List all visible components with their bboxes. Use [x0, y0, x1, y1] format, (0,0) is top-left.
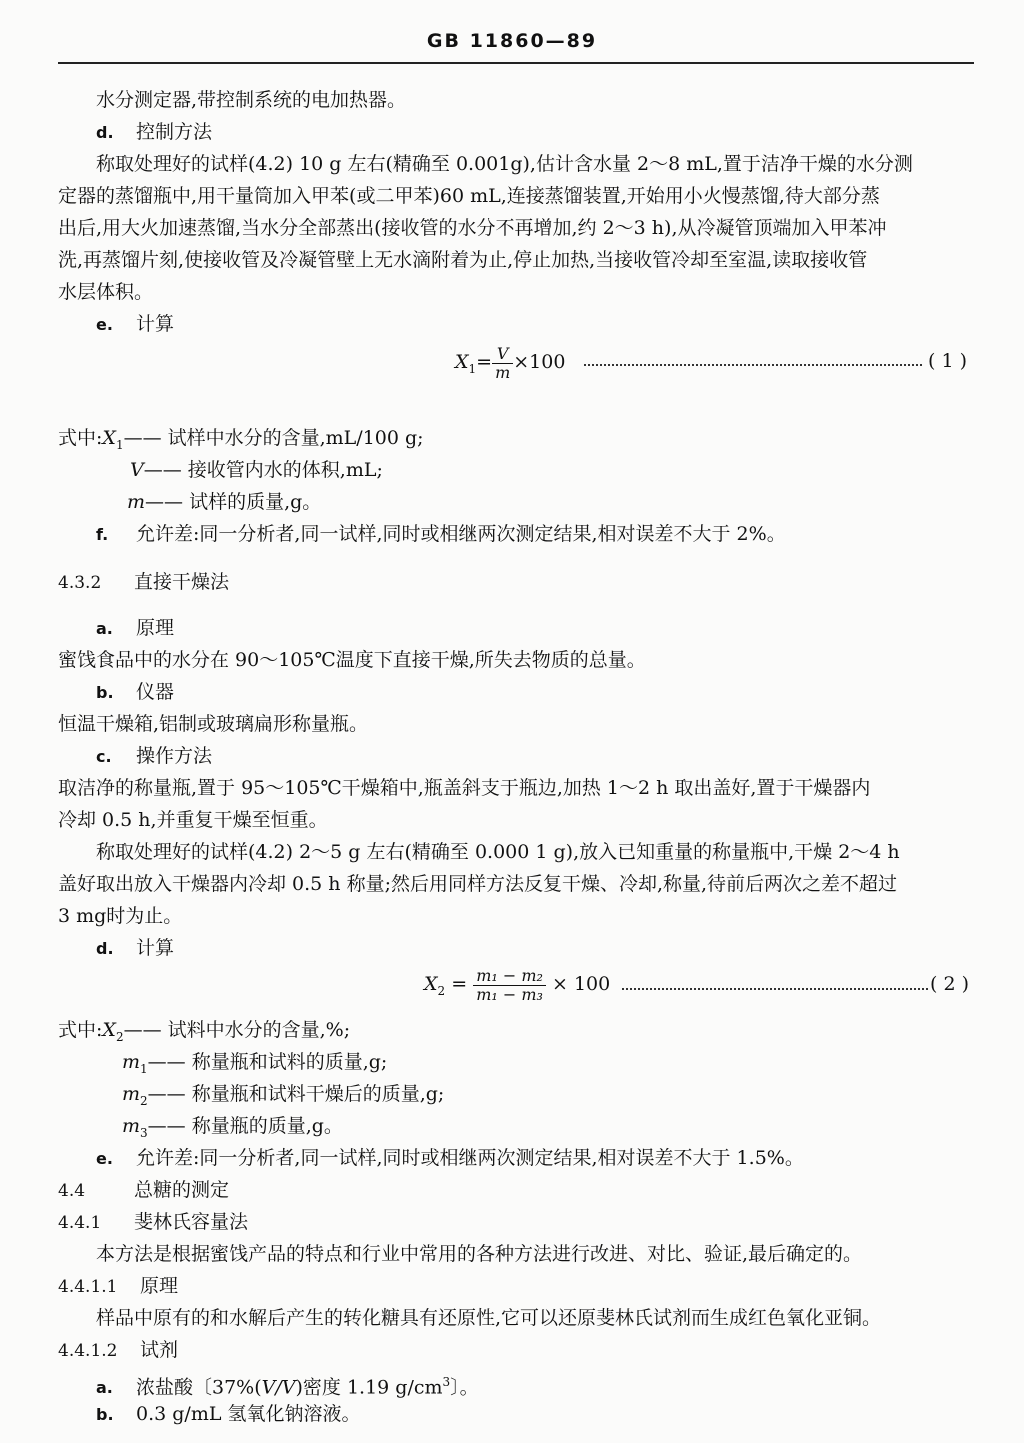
- item-d-calc-heading: [96, 932, 174, 965]
- section-title: 试剂: [140, 1339, 179, 1361]
- variable-symbol: m: [127, 491, 146, 513]
- reagent-b: [96, 1398, 361, 1431]
- item-e-heading: [96, 308, 174, 341]
- eq-symbol: X: [455, 351, 469, 373]
- variable-symbol: X: [102, 1019, 116, 1041]
- paragraph-line: 蜜饯食品中的水分在 90～105℃温度下直接干燥,所失去物质的总量。: [58, 649, 646, 671]
- item-f: [96, 518, 786, 551]
- variable-definition: —— 称量瓶的质量,g。: [147, 1115, 343, 1137]
- paragraph-line: 盖好取出放入干燥器内冷却 0.5 h 称量;然后用同样方法反复干燥、冷却,称量,待前后两次之差不超过: [58, 873, 898, 895]
- eq-numerator: m₁ − m₂: [473, 967, 546, 986]
- eq-tail: × 100: [551, 973, 611, 995]
- eq-denominator: m₁ − m₃: [476, 984, 543, 1004]
- item-title: 控制方法: [136, 121, 213, 143]
- variable-symbol: V: [130, 459, 144, 481]
- item-label: b.: [96, 1405, 114, 1424]
- where-prefix: 式中:: [58, 1019, 103, 1041]
- item-label: d.: [96, 123, 114, 142]
- reagent-superscript: 3: [442, 1375, 451, 1389]
- equation-2: [424, 962, 610, 1006]
- variable-symbol: m: [122, 1051, 141, 1073]
- section-number: 4.4.1.1: [58, 1277, 118, 1297]
- variable-definition: —— 称量瓶和试料干燥后的质量,g;: [147, 1083, 445, 1105]
- item-text: 允许差:同一分析者,同一试样,同时或相继两次测定结果,相对误差不大于 2%。: [136, 523, 786, 545]
- paragraph-line: 定器的蒸馏瓶中,用干量筒加入甲苯(或二甲苯)60 mL,连接蒸馏装置,开始用小火慢蒸馏,待大部分蒸: [58, 185, 880, 207]
- variable-symbol: X: [102, 427, 116, 449]
- leader-dots: [584, 364, 922, 366]
- paragraph-line: 称取处理好的试样(4.2) 2～5 g 左右(精确至 0.000 1 g),放入已知重量的称量瓶中,干燥 2～4 h: [96, 841, 900, 863]
- variable-subscript: 1: [115, 437, 124, 452]
- section-title: 斐林氏容量法: [134, 1211, 249, 1233]
- paragraph-line: 取洁净的称量瓶,置于 95～105℃干燥箱中,瓶盖斜支于瓶边,加热 1～2 h 取出盖好,置于干燥器内: [58, 777, 871, 799]
- item-label: e.: [96, 1149, 113, 1168]
- eq-subscript: 2: [437, 983, 446, 998]
- reagent-text: )密度 1.19 g/cm: [295, 1376, 443, 1399]
- paragraph-line: 水层体积。: [58, 281, 154, 303]
- eq-subscript: 1: [468, 361, 477, 376]
- variable-subscript: 2: [140, 1093, 148, 1108]
- variable-definition: —— 称量瓶和试料的质量,g;: [147, 1051, 388, 1073]
- item-label: f.: [96, 525, 109, 544]
- where-line: [127, 486, 321, 518]
- item-title: 计算: [136, 313, 175, 335]
- variable-definition: —— 接收管内水的体积,mL;: [143, 459, 383, 481]
- reagent-text: 〕。: [450, 1376, 479, 1399]
- item-title: 仪器: [136, 681, 175, 703]
- where-line: [130, 454, 383, 486]
- item-c-heading: [96, 740, 212, 773]
- section-number: 4.4.1.2: [58, 1341, 118, 1361]
- equation-1: [455, 340, 565, 384]
- variable-subscript: 2: [115, 1029, 124, 1044]
- item-a-heading: [96, 612, 174, 645]
- reagent-text: 浓盐酸〔37%(: [136, 1376, 262, 1399]
- item-title: 原理: [136, 617, 175, 639]
- item-label: a.: [96, 619, 113, 638]
- item-label: a.: [96, 1378, 113, 1398]
- variable-subscript: 3: [140, 1125, 148, 1140]
- reagent-text-italic: V/V: [261, 1376, 296, 1399]
- item-e-tolerance: [96, 1142, 804, 1175]
- variable-symbol: m: [122, 1115, 141, 1137]
- paragraph-line: 出后,用大火加速蒸馏,当水分全部蒸出(接收管的水分不再增加,约 2～3 h),从冷凝管顶端加入甲苯冲: [58, 217, 887, 239]
- variable-definition: —— 试样的质量,g。: [145, 491, 322, 513]
- paragraph-line: 洗,再蒸馏片刻,使接收管及冷凝管壁上无水滴附着为止,停止加热,当接收管冷却至室温,读取接收管: [58, 249, 868, 271]
- variable-symbol: m: [122, 1083, 141, 1105]
- section-number: 4.4: [58, 1181, 86, 1201]
- equation-number: ( 1 ): [928, 350, 967, 372]
- item-title: 计算: [136, 937, 175, 959]
- eq-equals: =: [451, 973, 468, 995]
- paragraph-line: 3 mg时为止。: [58, 905, 183, 927]
- eq-numerator: V: [492, 345, 513, 364]
- paragraph-line: 称取处理好的试样(4.2) 10 g 左右(精确至 0.001g),估计含水量 2～8 mL,置于洁净干燥的水分测: [96, 153, 913, 175]
- item-label: d.: [96, 939, 114, 958]
- leader-dots: [622, 988, 928, 990]
- paragraph-line: 冷却 0.5 h,并重复干燥至恒重。: [58, 809, 328, 831]
- eq-symbol: X: [424, 973, 438, 995]
- section-4-4-1: [58, 1206, 248, 1239]
- section-title: 总糖的测定: [134, 1179, 230, 1201]
- item-d-heading: [96, 116, 212, 149]
- variable-subscript: 1: [140, 1061, 148, 1076]
- paragraph-line: 样品中原有的和水解后产生的转化糖具有还原性,它可以还原斐林氏试剂而生成红色氧化亚铜。: [96, 1307, 882, 1329]
- item-title: 操作方法: [136, 745, 213, 767]
- where-prefix: 式中:: [58, 427, 103, 449]
- item-b-heading: [96, 676, 174, 709]
- item-label: e.: [96, 315, 113, 334]
- item-label: c.: [96, 747, 112, 766]
- paragraph-line: 本方法是根据蜜饯产品的特点和行业中常用的各种方法进行改进、对比、验证,最后确定的。: [96, 1243, 863, 1265]
- line-apparatus: 水分测定器,带控制系统的电加热器。: [96, 89, 407, 111]
- section-number: 4.3.2: [58, 573, 102, 593]
- eq-equals: =: [476, 351, 493, 373]
- eq-fraction: [473, 967, 546, 1004]
- eq-tail: ×100: [513, 351, 566, 373]
- item-text: 允许差:同一分析者,同一试样,同时或相继两次测定结果,相对误差不大于 1.5%。: [136, 1147, 804, 1169]
- page-header: GB 11860—89: [426, 30, 598, 52]
- header-rule: [58, 62, 974, 64]
- section-4-4: [58, 1174, 229, 1207]
- section-title: 原理: [140, 1275, 179, 1297]
- section-4-4-1-2: [58, 1334, 178, 1367]
- equation-number: ( 2 ): [930, 973, 969, 995]
- reagent-text: 0.3 g/mL 氢氧化钠溶液。: [136, 1403, 361, 1425]
- section-4-3-2: [58, 566, 229, 599]
- eq-fraction: [492, 345, 513, 382]
- section-title: 直接干燥法: [134, 571, 230, 593]
- variable-definition: —— 试样中水分的含量,mL/100 g;: [123, 427, 424, 449]
- variable-definition: —— 试料中水分的含量,%;: [123, 1019, 351, 1041]
- paragraph-line: 恒温干燥箱,铝制或玻璃扁形称量瓶。: [58, 713, 369, 735]
- section-4-4-1-1: [58, 1270, 178, 1303]
- item-label: b.: [96, 683, 114, 702]
- section-number: 4.4.1: [58, 1213, 102, 1233]
- eq-denominator: m: [495, 362, 511, 382]
